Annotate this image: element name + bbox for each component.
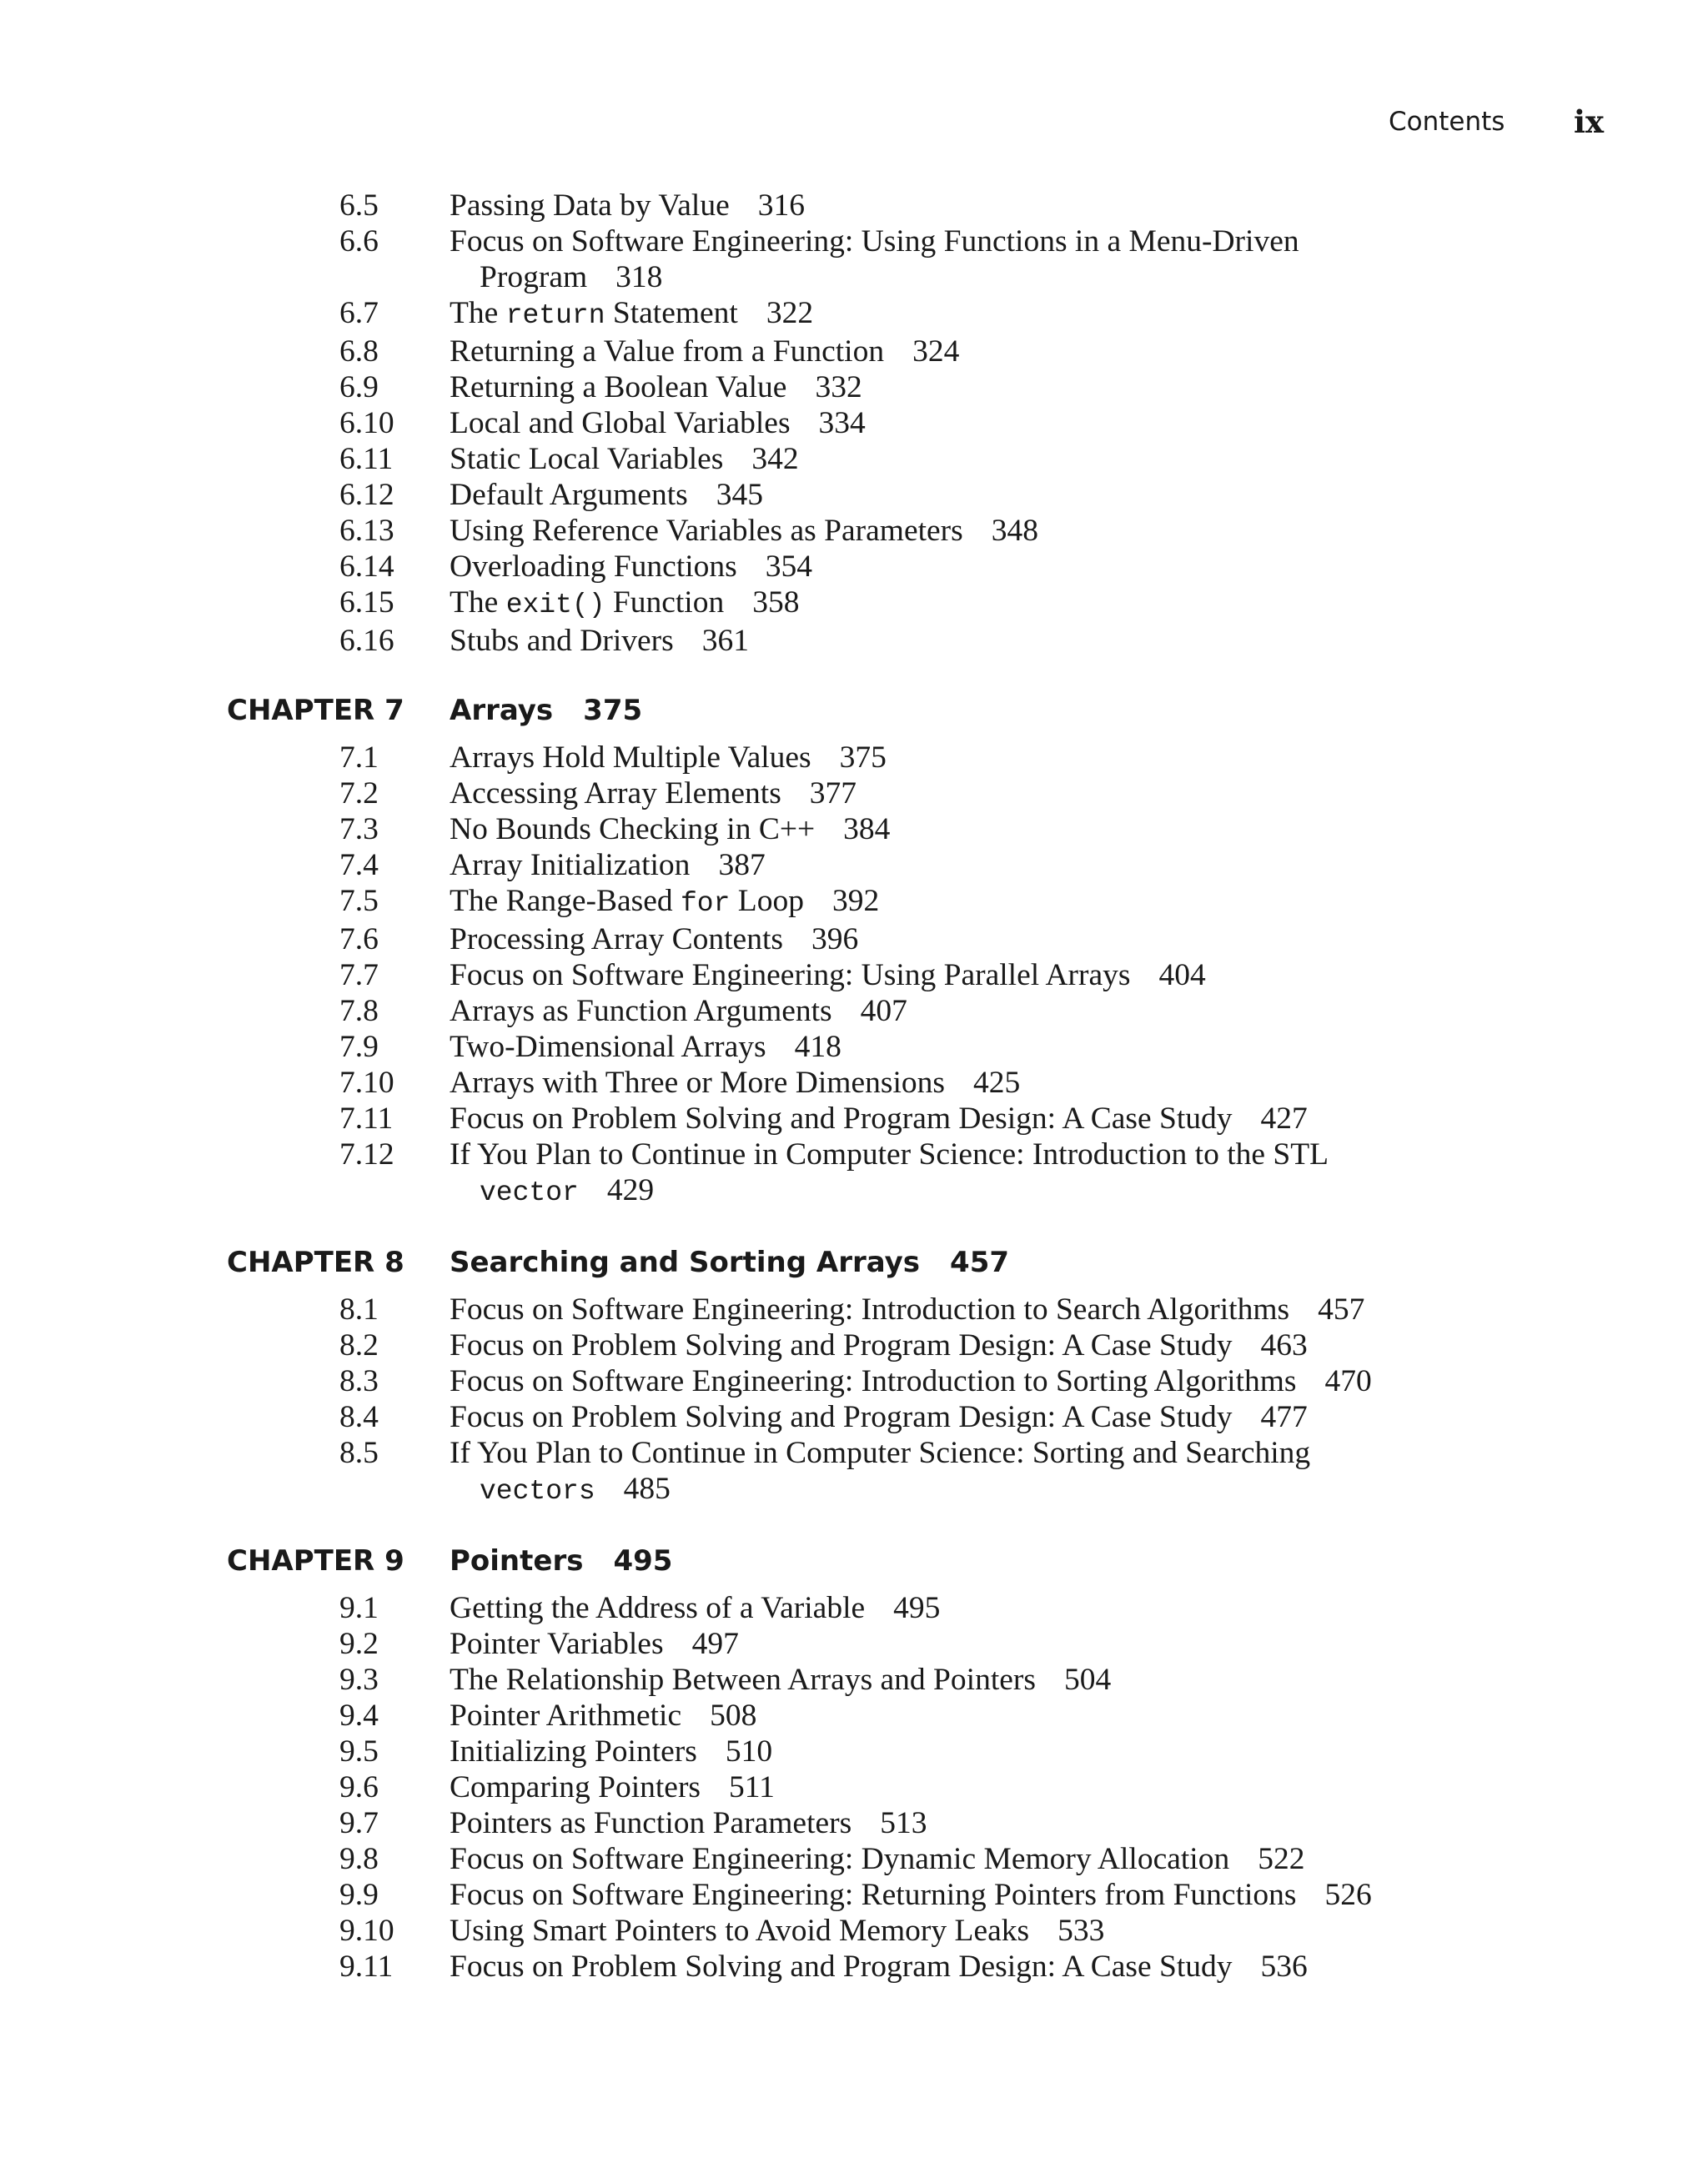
title-text: Pointer Variables <box>450 1627 664 1661</box>
chapter-label: CHAPTER 9 <box>227 1544 404 1578</box>
title-text: Function <box>605 585 725 620</box>
title-text: Focus on Software Engineering: Using Parallel Arrays <box>450 958 1131 992</box>
toc-entry <box>0 1805 1708 1841</box>
section-page: 457 <box>1318 1292 1365 1327</box>
code-term: vectors <box>480 1476 595 1507</box>
section-number: 7.4 <box>339 848 379 882</box>
section-title <box>450 295 1430 334</box>
toc-entry <box>0 740 1708 775</box>
section-title <box>450 1734 1430 1769</box>
section-title <box>450 775 1430 811</box>
toc-entry <box>0 775 1708 811</box>
toc-section <box>0 1242 1708 1509</box>
section-number: 6.15 <box>339 585 394 620</box>
title-text: Focus on Software Engineering: Dynamic Memory Allocation <box>450 1842 1230 1876</box>
toc-entry <box>0 1769 1708 1805</box>
title-text: Stubs and Drivers <box>450 624 674 658</box>
section-title <box>450 1435 1430 1509</box>
toc-entry <box>0 1363 1708 1399</box>
section-title <box>450 993 1430 1029</box>
toc-entry <box>0 1913 1708 1949</box>
chapter-page: 375 <box>583 694 643 727</box>
section-number: 6.9 <box>339 370 379 404</box>
toc-entry <box>0 921 1708 957</box>
toc-entry <box>0 1065 1708 1101</box>
title-text: The Range-Based <box>450 884 681 918</box>
section-page: 332 <box>815 370 862 404</box>
section-page: 322 <box>766 296 814 330</box>
title-text: Focus on Problem Solving and Program Design: A Case Study <box>450 1102 1233 1136</box>
section-number: 9.10 <box>339 1914 394 1948</box>
chapter-title: Pointers <box>450 1544 584 1578</box>
section-title <box>450 1949 1430 1985</box>
chapter-label: CHAPTER 8 <box>227 1246 404 1279</box>
section-number: 6.16 <box>339 624 394 658</box>
section-page: 495 <box>893 1591 941 1625</box>
section-number: 6.11 <box>339 442 394 476</box>
code-term: vector <box>480 1177 579 1208</box>
toc-entry <box>0 957 1708 993</box>
section-number: 7.5 <box>339 884 379 918</box>
section-page: 477 <box>1260 1400 1308 1434</box>
title-text: Pointer Arithmetic <box>450 1699 682 1733</box>
toc-entry <box>0 847 1708 883</box>
section-page: 485 <box>623 1472 671 1506</box>
chapter-label: CHAPTER 7 <box>227 694 404 727</box>
section-number: 6.8 <box>339 334 379 369</box>
section-title <box>450 369 1430 405</box>
section-title <box>450 513 1430 549</box>
toc-entry <box>0 1626 1708 1662</box>
section-number: 6.10 <box>339 406 394 440</box>
section-page: 318 <box>615 260 663 294</box>
section-page: 526 <box>1324 1878 1372 1912</box>
toc-section <box>0 690 1708 1211</box>
table-of-contents <box>0 188 1708 1985</box>
toc-entry <box>0 1841 1708 1877</box>
section-number: 6.14 <box>339 550 394 584</box>
section-page: 429 <box>606 1173 655 1207</box>
chapter-title-group <box>450 1242 1009 1282</box>
section-number: 7.1 <box>339 740 379 775</box>
section-title <box>450 188 1430 223</box>
toc-entry <box>0 1029 1708 1065</box>
title-text: If You Plan to Continue in Computer Science: Introduction to the STL <box>450 1137 1328 1172</box>
section-page: 511 <box>729 1770 775 1804</box>
toc-entry <box>0 1435 1708 1509</box>
chapter-page: 495 <box>613 1544 673 1578</box>
section-number: 7.6 <box>339 922 379 956</box>
section-title <box>450 1698 1430 1734</box>
toc-entry <box>0 1327 1708 1363</box>
title-text: Focus on Software Engineering: Returning Pointers from Functions <box>450 1878 1297 1912</box>
section-title <box>450 847 1430 883</box>
toc-entry <box>0 477 1708 513</box>
toc-entry <box>0 405 1708 441</box>
section-page: 404 <box>1158 958 1206 992</box>
section-number: 8.4 <box>339 1400 379 1434</box>
section-number: 7.2 <box>339 776 379 811</box>
title-text: Focus on Software Engineering: Using Functions in a Menu-Driven Program <box>450 224 1299 294</box>
toc-entry <box>0 1590 1708 1626</box>
section-title <box>450 921 1430 957</box>
toc-entry <box>0 549 1708 585</box>
toc-entry <box>0 513 1708 549</box>
section-page: 463 <box>1260 1328 1308 1363</box>
toc-entry <box>0 223 1708 295</box>
chapter-heading <box>0 1242 1708 1282</box>
title-text: Initializing Pointers <box>450 1734 697 1769</box>
toc-entry <box>0 441 1708 477</box>
section-number: 8.1 <box>339 1292 379 1327</box>
title-text: Arrays with Three or More Dimensions <box>450 1066 945 1100</box>
section-page: 316 <box>757 188 805 223</box>
section-number: 9.2 <box>339 1627 379 1661</box>
title-text: No Bounds Checking in C++ <box>450 812 816 846</box>
title-text: Arrays Hold Multiple Values <box>450 740 811 775</box>
section-title <box>450 1877 1430 1913</box>
title-text: Focus on Software Engineering: Introduction to Sorting Algorithms <box>450 1364 1297 1398</box>
title-text: Local and Global Variables <box>450 406 791 440</box>
code-term: return <box>505 300 605 331</box>
title-text: Using Smart Pointers to Avoid Memory Leaks <box>450 1914 1030 1948</box>
toc-entry <box>0 334 1708 369</box>
section-title <box>450 740 1430 775</box>
title-text: Focus on Problem Solving and Program Design: A Case Study <box>450 1328 1233 1363</box>
toc-section <box>0 1541 1708 1985</box>
section-page: 418 <box>794 1030 841 1064</box>
section-title <box>450 1626 1430 1662</box>
title-text: Pointers as Function Parameters <box>450 1806 852 1840</box>
section-number: 7.3 <box>339 812 379 846</box>
section-page: 407 <box>860 994 907 1028</box>
running-head-label: Contents <box>1389 107 1505 137</box>
section-title <box>450 1327 1430 1363</box>
section-title <box>450 441 1430 477</box>
chapter-page: 457 <box>950 1246 1010 1279</box>
section-page: 536 <box>1260 1950 1308 1984</box>
section-page: 354 <box>765 550 813 584</box>
section-page: 513 <box>880 1806 927 1840</box>
section-number: 7.10 <box>339 1066 394 1100</box>
title-text: Loop <box>730 884 804 918</box>
section-page: 510 <box>725 1734 773 1769</box>
section-number: 7.12 <box>339 1137 394 1172</box>
section-number: 6.5 <box>339 188 379 223</box>
title-text: Passing Data by Value <box>450 188 730 223</box>
toc-entry <box>0 1698 1708 1734</box>
toc-entry <box>0 1877 1708 1913</box>
section-title <box>450 811 1430 847</box>
section-number: 9.7 <box>339 1806 379 1840</box>
section-title <box>450 585 1430 623</box>
section-number: 9.9 <box>339 1878 379 1912</box>
toc-entry <box>0 1734 1708 1769</box>
chapter-title-group <box>450 690 642 730</box>
code-term: for <box>680 888 731 919</box>
section-page: 342 <box>751 442 799 476</box>
toc-entry <box>0 1399 1708 1435</box>
section-title <box>450 477 1430 513</box>
title-text: Returning a Boolean Value <box>450 370 787 404</box>
section-page: 358 <box>752 585 800 620</box>
section-page: 334 <box>818 406 866 440</box>
section-number: 6.7 <box>339 296 379 330</box>
title-text: Focus on Software Engineering: Introduction to Search Algorithms <box>450 1292 1290 1327</box>
toc-entry <box>0 1292 1708 1327</box>
section-number: 9.11 <box>339 1950 394 1984</box>
chapter-title-group <box>450 1541 672 1581</box>
section-title <box>450 1769 1430 1805</box>
section-title <box>450 1363 1430 1399</box>
title-text: The <box>450 585 506 620</box>
title-text: Default Arguments <box>450 478 688 512</box>
section-page: 425 <box>972 1066 1021 1100</box>
code-term: exit() <box>505 590 605 620</box>
toc-entry <box>0 585 1708 623</box>
toc-entry <box>0 295 1708 334</box>
section-title <box>450 1590 1430 1626</box>
section-page: 387 <box>718 848 766 882</box>
running-head <box>0 103 1708 148</box>
chapter-title: Searching and Sorting Arrays <box>450 1246 921 1279</box>
title-text: Overloading Functions <box>450 550 737 584</box>
chapter-title: Arrays <box>450 694 554 727</box>
toc-entry <box>0 369 1708 405</box>
section-title <box>450 957 1430 993</box>
section-page: 508 <box>710 1699 757 1733</box>
section-title <box>450 623 1430 659</box>
section-title <box>450 1399 1430 1435</box>
toc-entry <box>0 1101 1708 1137</box>
section-number: 8.3 <box>339 1364 379 1398</box>
title-text: Static Local Variables <box>450 442 724 476</box>
section-number: 9.5 <box>339 1734 379 1769</box>
section-page: 396 <box>811 922 859 956</box>
section-number: 8.2 <box>339 1328 379 1363</box>
toc-entry <box>0 623 1708 659</box>
toc-entry <box>0 1137 1708 1211</box>
section-title <box>450 883 1430 921</box>
section-number: 8.5 <box>339 1436 379 1470</box>
section-page: 375 <box>839 740 887 775</box>
section-title <box>450 334 1430 369</box>
toc-entry <box>0 1949 1708 1985</box>
section-title <box>450 1292 1430 1327</box>
title-text: Array Initialization <box>450 848 691 882</box>
section-page: 497 <box>691 1627 739 1661</box>
title-text: Arrays as Function Arguments <box>450 994 832 1028</box>
section-title <box>450 1101 1430 1137</box>
section-title <box>450 223 1430 295</box>
section-title <box>450 1805 1430 1841</box>
section-page: 392 <box>831 884 880 918</box>
title-text: The Relationship Between Arrays and Pointers <box>450 1663 1036 1697</box>
title-text: Statement <box>605 296 738 330</box>
section-title <box>450 1662 1430 1698</box>
section-number: 9.3 <box>339 1663 379 1697</box>
title-text: Focus on Problem Solving and Program Design: A Case Study <box>450 1950 1233 1984</box>
section-page: 504 <box>1063 1663 1112 1697</box>
section-title <box>450 1029 1430 1065</box>
section-title <box>450 1065 1430 1101</box>
section-title <box>450 1841 1430 1877</box>
toc-entry <box>0 811 1708 847</box>
section-number: 9.8 <box>339 1842 379 1876</box>
title-text: Using Reference Variables as Parameters <box>450 514 963 548</box>
chapter-heading <box>0 1541 1708 1581</box>
section-number: 6.6 <box>339 224 379 258</box>
chapter-heading <box>0 690 1708 730</box>
section-page: 345 <box>716 478 763 512</box>
section-page: 348 <box>991 514 1038 548</box>
section-page: 377 <box>809 776 857 811</box>
section-page: 361 <box>701 624 749 658</box>
section-title <box>450 1137 1430 1211</box>
section-number: 7.7 <box>339 958 379 992</box>
toc-entry <box>0 1662 1708 1698</box>
title-text: Two-Dimensional Arrays <box>450 1030 766 1064</box>
toc-entry <box>0 883 1708 921</box>
title-text: The <box>450 296 506 330</box>
section-number: 7.11 <box>339 1102 394 1136</box>
section-number: 7.9 <box>339 1030 379 1064</box>
page-number: ix <box>1574 103 1605 140</box>
section-page: 324 <box>912 334 960 369</box>
section-title <box>450 405 1430 441</box>
title-text: Accessing Array Elements <box>450 776 781 811</box>
title-text: Focus on Problem Solving and Program Design: A Case Study <box>450 1400 1233 1434</box>
section-number: 7.8 <box>339 994 379 1028</box>
toc-section <box>0 188 1708 659</box>
section-number: 6.12 <box>339 478 394 512</box>
section-page: 470 <box>1324 1364 1372 1398</box>
section-number: 9.4 <box>339 1699 379 1733</box>
section-number: 9.6 <box>339 1770 379 1804</box>
section-title <box>450 1913 1430 1949</box>
section-page: 384 <box>843 812 891 846</box>
title-text: Returning a Value from a Function <box>450 334 885 369</box>
title-text: Getting the Address of a Variable <box>450 1591 866 1625</box>
toc-entry <box>0 188 1708 223</box>
section-page: 533 <box>1057 1914 1105 1948</box>
section-page: 427 <box>1260 1102 1308 1136</box>
toc-entry <box>0 993 1708 1029</box>
section-title <box>450 549 1430 585</box>
title-text: Processing Array Contents <box>450 922 783 956</box>
section-page: 522 <box>1258 1842 1305 1876</box>
title-text: Comparing Pointers <box>450 1770 701 1804</box>
section-number: 9.1 <box>339 1591 379 1625</box>
title-text: If You Plan to Continue in Computer Science: Sorting and Searching <box>450 1436 1311 1470</box>
section-number: 6.13 <box>339 514 394 548</box>
